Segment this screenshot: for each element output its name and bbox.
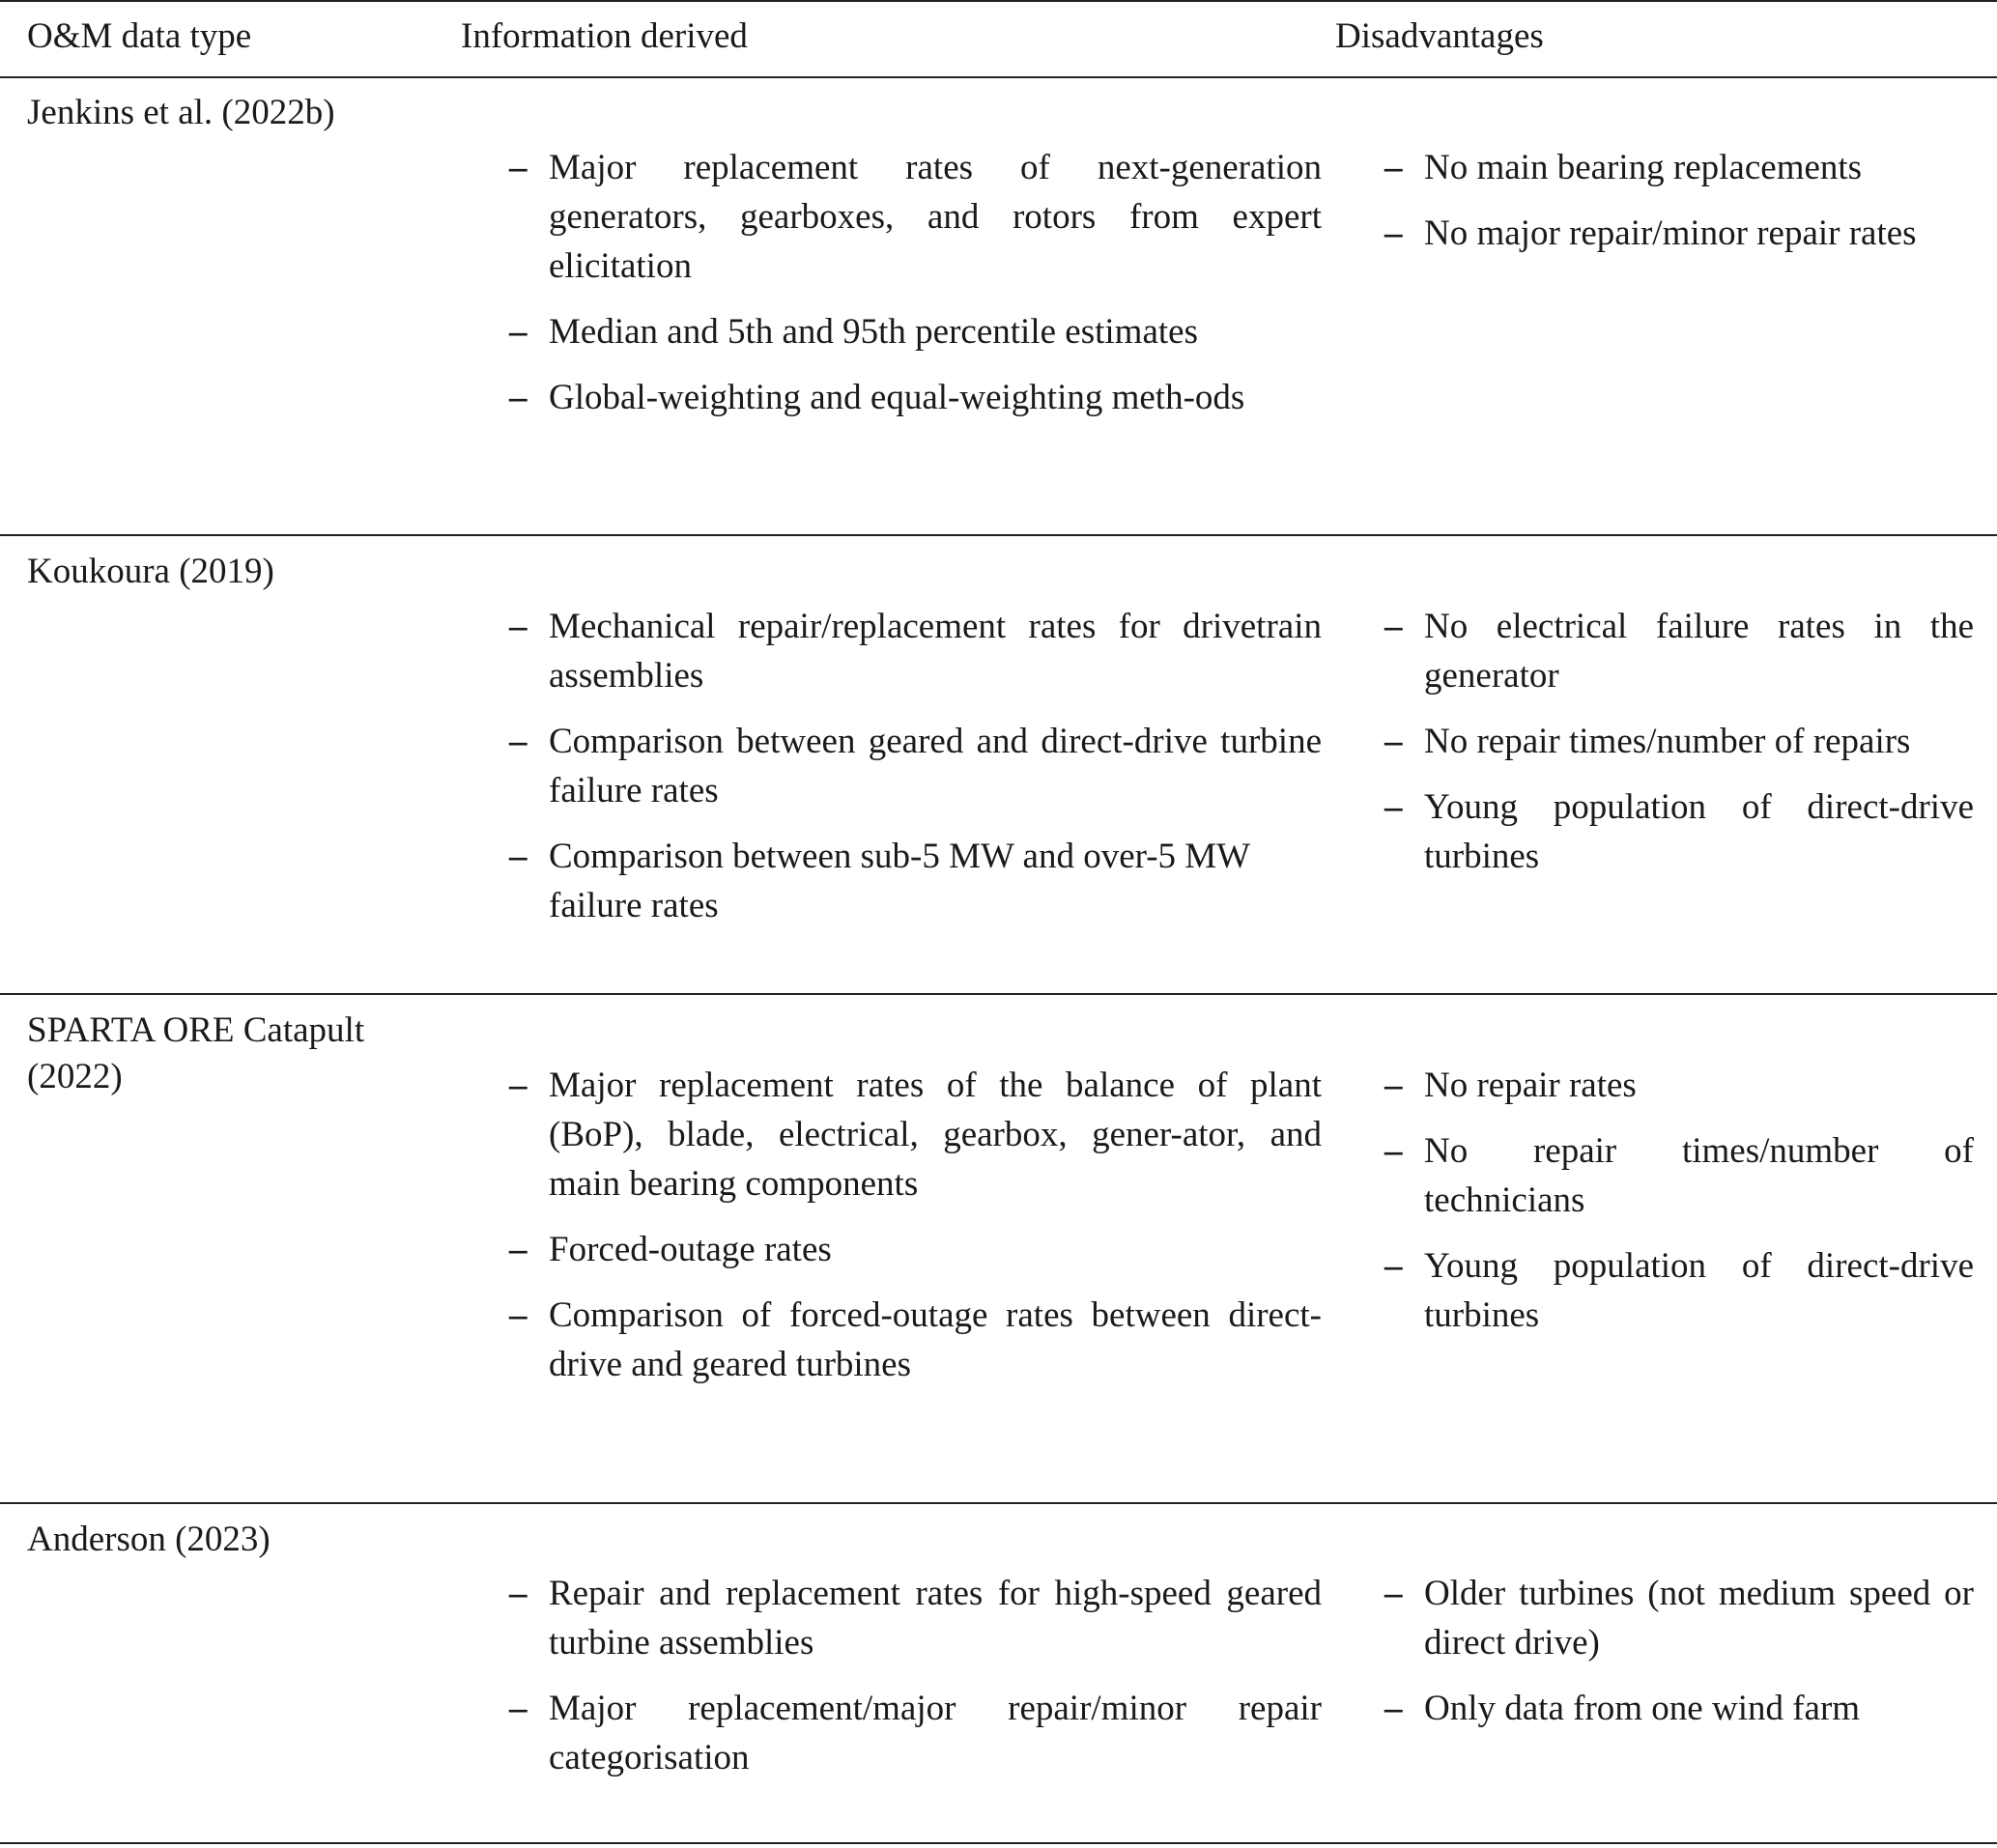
row-divider xyxy=(0,993,1997,995)
header-rule xyxy=(0,76,1997,78)
list-item: – Only data from one wind farm xyxy=(1384,1684,1974,1733)
list-item: – Major replacement/major repair/minor repair categorisation xyxy=(509,1684,1322,1782)
list-item: – Median and 5th and 95th percentile estimates xyxy=(509,307,1322,356)
header-disadvantages: Disadvantages xyxy=(1335,16,1544,56)
list-item: – No electrical failure rates in the generator xyxy=(1384,602,1974,700)
row-source: Anderson (2023) xyxy=(27,1520,271,1559)
disadvantages-list xyxy=(1384,1569,1974,1749)
row-divider xyxy=(0,534,1997,536)
disadvantages-list xyxy=(1384,1061,1974,1356)
list-item: – No repair rates xyxy=(1384,1061,1974,1110)
row-source: Jenkins et al. (2022b) xyxy=(27,93,335,132)
row-source: Koukoura (2019) xyxy=(27,552,274,591)
list-item: – Major replacement rates of the balance of plant (BoP), blade, electrical, gearbox, gener-ator, and main bearing components xyxy=(509,1061,1322,1208)
disadvantages-list xyxy=(1384,143,1974,274)
list-item: – Young population of direct-drive turbines xyxy=(1384,1241,1974,1340)
row-source: SPARTA ORE Catapult (2022) xyxy=(27,1010,365,1096)
list-item: – Comparison of forced-outage rates between direct-drive and geared turbines xyxy=(509,1291,1322,1389)
list-item: – Forced-outage rates xyxy=(509,1225,1322,1274)
row-divider xyxy=(0,1502,1997,1504)
top-rule xyxy=(0,0,1997,2)
list-item: – No major repair/minor repair rates xyxy=(1384,209,1974,258)
list-item: – Mechanical repair/replacement rates for drivetrain assemblies xyxy=(509,602,1322,700)
list-item: – No repair times/number of repairs xyxy=(1384,717,1974,766)
list-item: – No main bearing replacements xyxy=(1384,143,1974,192)
list-item: – Major replacement rates of next-generation generators, gearboxes, and rotors from expert elicitation xyxy=(509,143,1322,291)
header-info: Information derived xyxy=(461,16,748,56)
list-item: – Global-weighting and equal-weighting meth-ods xyxy=(509,373,1322,422)
disadvantages-list xyxy=(1384,602,1974,897)
list-item: – Comparison between sub-5 MW and over-5 MW failure rates xyxy=(509,832,1264,930)
list-item: – No repair times/number of technicians xyxy=(1384,1126,1974,1225)
list-item: – Young population of direct-drive turbines xyxy=(1384,782,1974,881)
list-item: – Comparison between geared and direct-drive turbine failure rates xyxy=(509,717,1322,815)
list-item: – Repair and replacement rates for high-speed geared turbine assemblies xyxy=(509,1569,1322,1667)
bottom-rule xyxy=(0,1842,1997,1844)
header-type: O&M data type xyxy=(27,16,252,56)
list-item: – Older turbines (not medium speed or direct drive) xyxy=(1384,1569,1974,1667)
